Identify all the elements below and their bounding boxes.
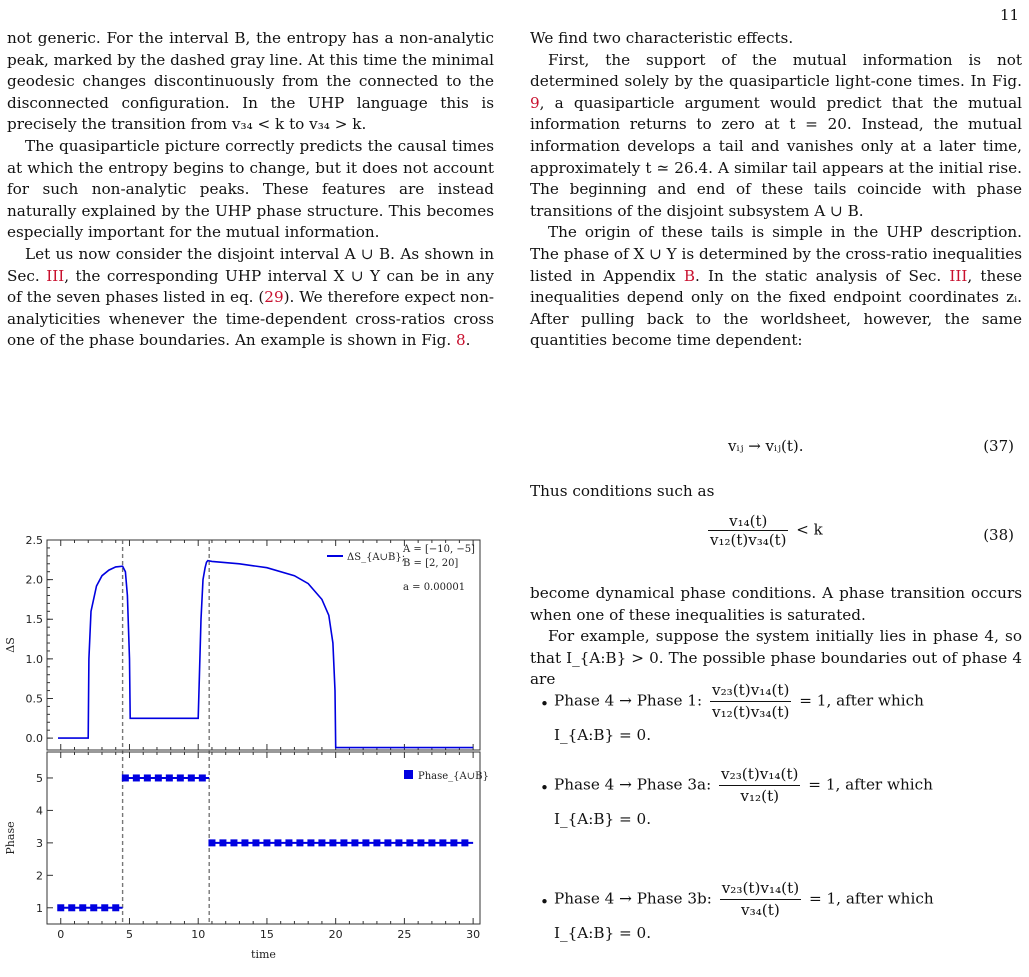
bullet-tail: = 1, after which <box>808 889 934 908</box>
page-number: 11 <box>1000 6 1020 24</box>
numerator: v₂₃(t)v₁₄(t) <box>720 878 801 900</box>
y-tick-label: 2.0 <box>25 573 43 587</box>
bullet-fraction <box>719 764 800 807</box>
text-span: , these inequalities depend only on the fixed endpoint coordinates zᵢ. After pulling back to the worldsheet, however, the same quantities become time dependent: <box>530 266 1022 350</box>
equation-38-fraction <box>708 512 788 549</box>
y-tick-label: 0.5 <box>25 692 43 706</box>
text-span: Thus conditions such as <box>530 482 715 500</box>
phase-marker <box>362 839 369 846</box>
phase-marker <box>296 839 303 846</box>
legend-label: ΔS_{A∪B}; <box>347 552 406 563</box>
y-tick-label: 0.0 <box>25 732 43 746</box>
phase-marker <box>208 839 215 846</box>
phase-marker <box>68 904 75 911</box>
phase-marker <box>219 839 226 846</box>
phase-marker <box>373 839 380 846</box>
sec-ref-link[interactable]: III <box>46 266 65 285</box>
y-tick-label: 5 <box>36 771 43 785</box>
phase-marker <box>274 839 281 846</box>
right-paragraphs-4-5 <box>530 583 1022 691</box>
phase-marker <box>155 774 162 781</box>
equation-38-rhs: < k <box>796 520 823 539</box>
bullet-label: Phase 4 → Phase 1: <box>554 691 703 710</box>
numerator: v₁₄(t) <box>708 512 788 531</box>
phase-marker <box>252 839 259 846</box>
bullet-line2: I_{A:B} = 0. <box>554 810 652 828</box>
bullet-fraction <box>710 680 791 723</box>
legend-label: Phase_{A∪B} <box>418 771 489 782</box>
x-tick-label: 10 <box>191 928 206 941</box>
phase-marker <box>57 904 64 911</box>
phase-marker <box>241 839 248 846</box>
y-tick-label: 1.5 <box>25 613 43 627</box>
phase-marker <box>199 774 206 781</box>
phase-marker <box>307 839 314 846</box>
phase-marker <box>417 839 424 846</box>
phase-marker <box>428 839 435 846</box>
numerator: v₂₃(t)v₁₄(t) <box>710 680 791 702</box>
legend-param: a = 0.00001 <box>403 582 466 593</box>
legend-swatch <box>404 770 413 779</box>
phase-marker <box>79 904 86 911</box>
phase-marker <box>101 904 108 911</box>
y-tick-label: 1 <box>36 901 43 915</box>
phase-marker <box>188 774 195 781</box>
phase-marker <box>340 839 347 846</box>
left-paragraph-1: not generic. For the interval B, the entropy has a non-analytic peak, marked by the dashed gray line. At this time the minimal geodesic changes discontinuously from the connected to the disconnected configuration. In the UHP language this is precisely the transition from v₃₄ < k to v₃₄ > k. <box>7 29 494 134</box>
equation-37-number: (37) <box>983 437 1014 455</box>
x-tick-label: 15 <box>259 928 274 941</box>
text-span: . In the static analysis of Sec. <box>694 266 942 285</box>
x-tick-label: 20 <box>328 928 343 941</box>
equation-38-number: (38) <box>983 526 1014 544</box>
bullet-tail: = 1, after which <box>799 691 924 710</box>
left-paragraph-3 <box>7 244 494 352</box>
phase-marker <box>133 774 140 781</box>
text-span: The origin of these tails is simple in the UHP description. The phase of X ∪ Y is determined by the cross-ratio inequalities listed in Appendix <box>530 223 1022 285</box>
legend-interval-b: B = [2, 20] <box>403 558 459 569</box>
bullet-tail: = 1, after which <box>808 775 933 794</box>
phase-marker <box>439 839 446 846</box>
denominator: v₁₂(t)v₃₄(t) <box>711 703 790 721</box>
legend-interval-a: A = [−10, −5] <box>403 544 475 555</box>
x-axis-label: time <box>251 948 276 961</box>
text-span: , the corresponding UHP interval X ∪ Y can be in any of the seven phases listed in eq. ( <box>7 266 495 307</box>
x-tick-label: 25 <box>397 928 412 941</box>
fig-ref-link[interactable]: 9 <box>530 93 540 112</box>
right-paragraph-4: become dynamical phase conditions. A phase transition occurs when one of these inequalities is saturated. <box>530 584 1022 624</box>
phase-marker <box>177 774 184 781</box>
phase-marker <box>166 774 173 781</box>
phase-marker <box>122 774 129 781</box>
bullet-label: Phase 4 → Phase 3b: <box>554 889 712 908</box>
right-paragraph-1 <box>530 50 1022 223</box>
phase-marker <box>90 904 97 911</box>
left-paragraph-2: The quasiparticle picture correctly predicts the causal times at which the entropy begins to change, but it does not account for such non-analytic peaks. These features are instead naturally explained by the UHP phase structure. This becomes especially important for the mutual information. <box>7 136 494 242</box>
phase-marker <box>406 839 413 846</box>
phase-marker <box>461 839 468 846</box>
bullet-line2: I_{A:B} = 0. <box>554 726 652 744</box>
appendix-ref-link[interactable]: B <box>683 266 695 285</box>
eq-ref-link[interactable]: 29 <box>264 288 284 307</box>
sec-ref-link[interactable]: III <box>949 266 968 285</box>
y-axis-label: ΔS <box>4 637 17 653</box>
y-tick-label: 2.5 <box>25 534 43 547</box>
bullet-dot: • <box>540 695 549 713</box>
fig-ref-link[interactable]: 8 <box>456 331 466 350</box>
y-tick-label: 2 <box>36 869 43 883</box>
figure-8 <box>0 500 500 977</box>
y-axis-label: Phase <box>4 821 17 855</box>
denominator: v₃₄(t) <box>741 901 780 919</box>
figure-svg <box>0 500 500 973</box>
text-span: First, the support of the mutual information is not determined solely by the quasiparticle light-cone times. In Fig. <box>530 50 1022 91</box>
phase-marker <box>230 839 237 846</box>
phase-marker <box>263 839 270 846</box>
phase-marker <box>329 839 336 846</box>
text-span: ). We therefore expect non-analyticities whenever the time-dependent cross-ratios cross one of the phase boundaries. An example is shown in Fig. <box>7 288 494 350</box>
phase-marker <box>384 839 391 846</box>
left-column-text <box>7 28 494 352</box>
bottom-panel <box>4 752 489 961</box>
text-span: , a quasiparticle argument would predict that the mutual information returns to zero at t = 20. Instead, the mutual information develops a tail and vanishes only at a later time, approximately t ≃ 26.4. A similar tail appears at the initial rise. The beginning and end of these tails coincide with phase transitions of the disjoint subsystem A ∪ B. <box>530 93 1022 220</box>
right-column-text <box>530 28 1022 352</box>
numerator: v₂₃(t)v₁₄(t) <box>719 764 800 786</box>
bullet-dot: • <box>540 893 549 911</box>
text-span: . <box>465 331 471 350</box>
top-panel <box>4 534 480 924</box>
y-tick-label: 1.0 <box>25 652 43 666</box>
x-tick-label: 0 <box>57 928 65 941</box>
phase-marker <box>112 904 119 911</box>
phase-marker <box>144 774 151 781</box>
right-paragraph-5: For example, suppose the system initially lies in phase 4, so that I_{A:B} > 0. The possible phase boundaries out of phase 4 are <box>530 627 1022 689</box>
x-tick-label: 30 <box>466 928 481 941</box>
y-tick-label: 3 <box>36 836 43 850</box>
denominator: v₁₂(t) <box>740 787 780 805</box>
bullet-fraction <box>720 878 801 921</box>
right-paragraph-2 <box>530 222 1022 352</box>
bullet-label: Phase 4 → Phase 3a: <box>554 775 712 794</box>
right-paragraph-3 <box>530 481 1022 503</box>
right-paragraph-0: We find two characteristic effects. <box>530 29 794 47</box>
bullet-line2: I_{A:B} = 0. <box>554 924 652 942</box>
phase-marker <box>395 839 402 846</box>
bottom-frame <box>47 752 480 924</box>
x-tick-label: 5 <box>125 928 133 941</box>
equation-38 <box>530 512 1022 562</box>
y-tick-label: 4 <box>36 804 43 818</box>
top-frame <box>47 540 480 750</box>
phase-marker <box>351 839 358 846</box>
bullet-dot: • <box>540 779 549 797</box>
phase-marker <box>318 839 325 846</box>
phase-marker <box>450 839 457 846</box>
equation-37-body: vᵢⱼ → vᵢⱼ(t). <box>728 437 804 455</box>
phase-marker <box>285 839 292 846</box>
text-span: Let us now consider the disjoint interval A ∪ B. As shown in Sec. <box>7 244 494 285</box>
denominator: v₁₂(t)v₃₄(t) <box>710 531 787 549</box>
